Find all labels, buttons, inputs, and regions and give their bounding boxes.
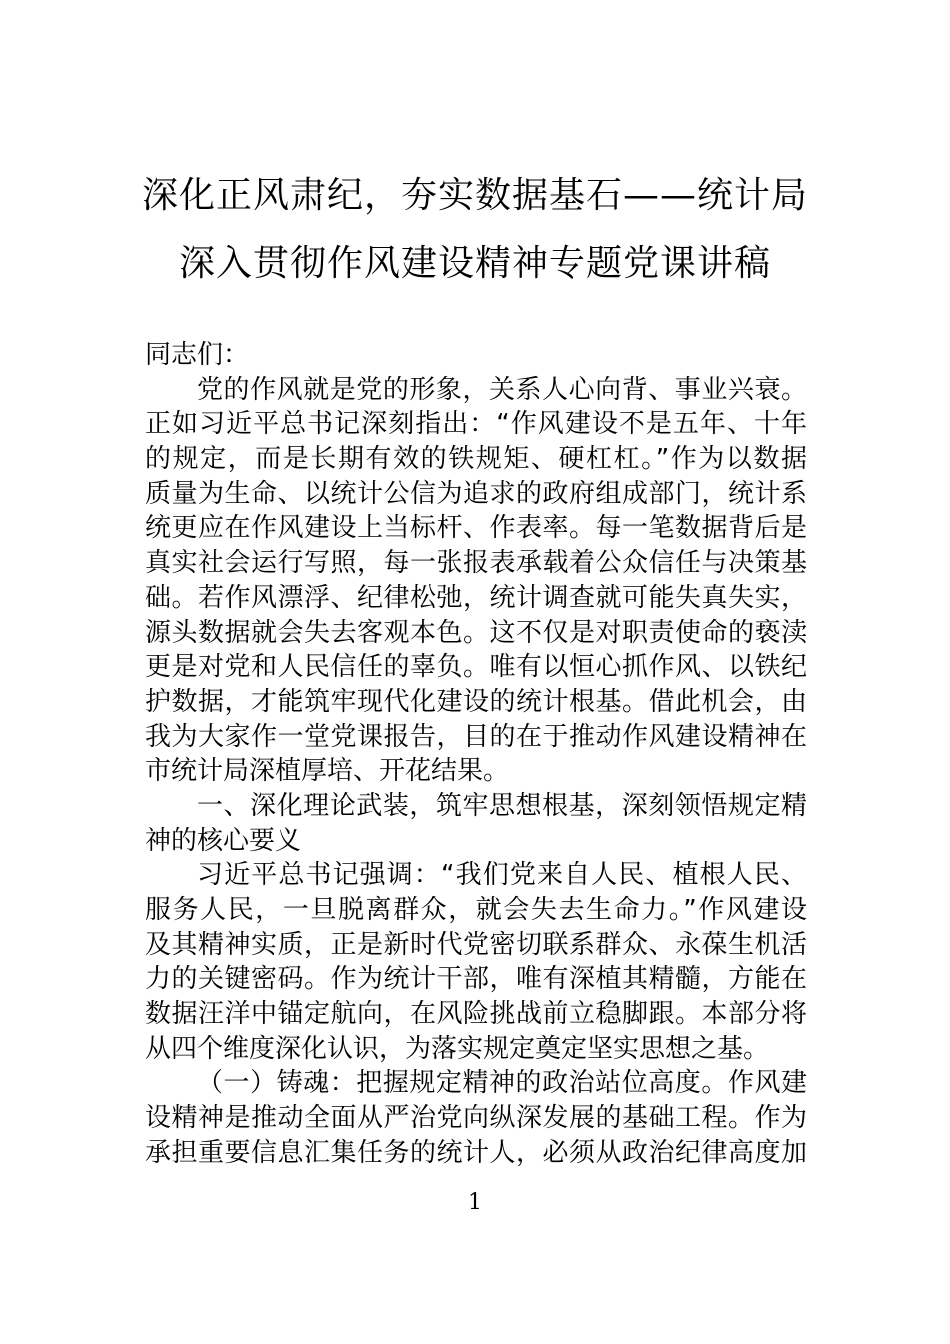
paragraph-line: 源头数据就会失去客观本色。这不仅是对职责使命的亵渎 (145, 617, 807, 648)
section-heading-1 (145, 789, 807, 858)
paragraph-quote (145, 858, 807, 1066)
paragraph-line: 力的关键密码。作为统计干部，唯有深植其精髓，方能在 (145, 964, 807, 995)
document-body (145, 338, 807, 1171)
paragraph-line: 及其精神实质，正是新时代党密切联系群众、永葆生机活 (145, 929, 807, 960)
paragraph-line: （一）铸魂：把握规定精神的政治站位高度。作风建 (197, 1068, 807, 1099)
paragraph-line: 党的作风就是党的形象，关系人心向背、事业兴衰。 (197, 374, 807, 405)
page-number: 1 (468, 1190, 482, 1215)
paragraph-line: 我为大家作一堂党课报告，目的在于推动作风建设精神在 (145, 721, 807, 752)
heading-line: 神的核心要义 (145, 825, 302, 856)
document-title-line-1: 深化正风肃纪，夯实数据基石——统计局 (141, 175, 808, 216)
paragraph-line: 础。若作风漂浮、纪律松弛，统计调查就可能失真失实， (145, 582, 807, 613)
paragraph-line: 习近平总书记强调：“我们党来自人民、植根人民、 (197, 860, 807, 891)
paragraph-line: 更是对党和人民信任的辜负。唯有以恒心抓作风、以铁纪 (145, 652, 807, 683)
paragraph-line: 护数据，才能筑牢现代化建设的统计根基。借此机会，由 (145, 686, 807, 717)
paragraph-line: 真实社会运行写照，每一张报表承载着公众信任与决策基 (145, 548, 807, 579)
paragraph-line: 质量为生命、以统计公信为追求的政府组成部门，统计系 (145, 478, 807, 509)
paragraph-line: 服务人民，一旦脱离群众，就会失去生命力。”作风建设 (145, 895, 807, 925)
paragraph-line: 正如习近平总书记深刻指出：“作风建设不是五年、十年 (145, 409, 807, 440)
paragraph-line: 统更应在作风建设上当标杆、作表率。每一笔数据背后是 (145, 513, 807, 544)
paragraph-subsection-1 (145, 1066, 807, 1170)
paragraph-line: 从四个维度深化认识，为落实规定奠定坚实思想之基。 (145, 1033, 770, 1064)
paragraph-intro (145, 373, 807, 789)
greeting: 同志们： (145, 340, 250, 370)
paragraph-line: 的规定，而是长期有效的铁规矩、硬杠杠。”作为以数据 (145, 444, 807, 475)
paragraph-line: 市统计局深植厚培、开花结果。 (145, 756, 510, 787)
heading-line: 一、深化理论武装，筑牢思想根基，深刻领悟规定精 (197, 790, 807, 821)
paragraph-line: 设精神是推动全面从严治党向纵深发展的基础工程。作为 (145, 1103, 807, 1134)
paragraph-line: 承担重要信息汇集任务的统计人，必须从政治纪律高度加 (145, 1137, 807, 1168)
paragraph-line: 数据汪洋中锚定航向，在风险挑战前立稳脚跟。本部分将 (145, 999, 807, 1030)
document-title-line-2: 深入贯彻作风建设精神专题党课讲稿 (178, 243, 771, 284)
